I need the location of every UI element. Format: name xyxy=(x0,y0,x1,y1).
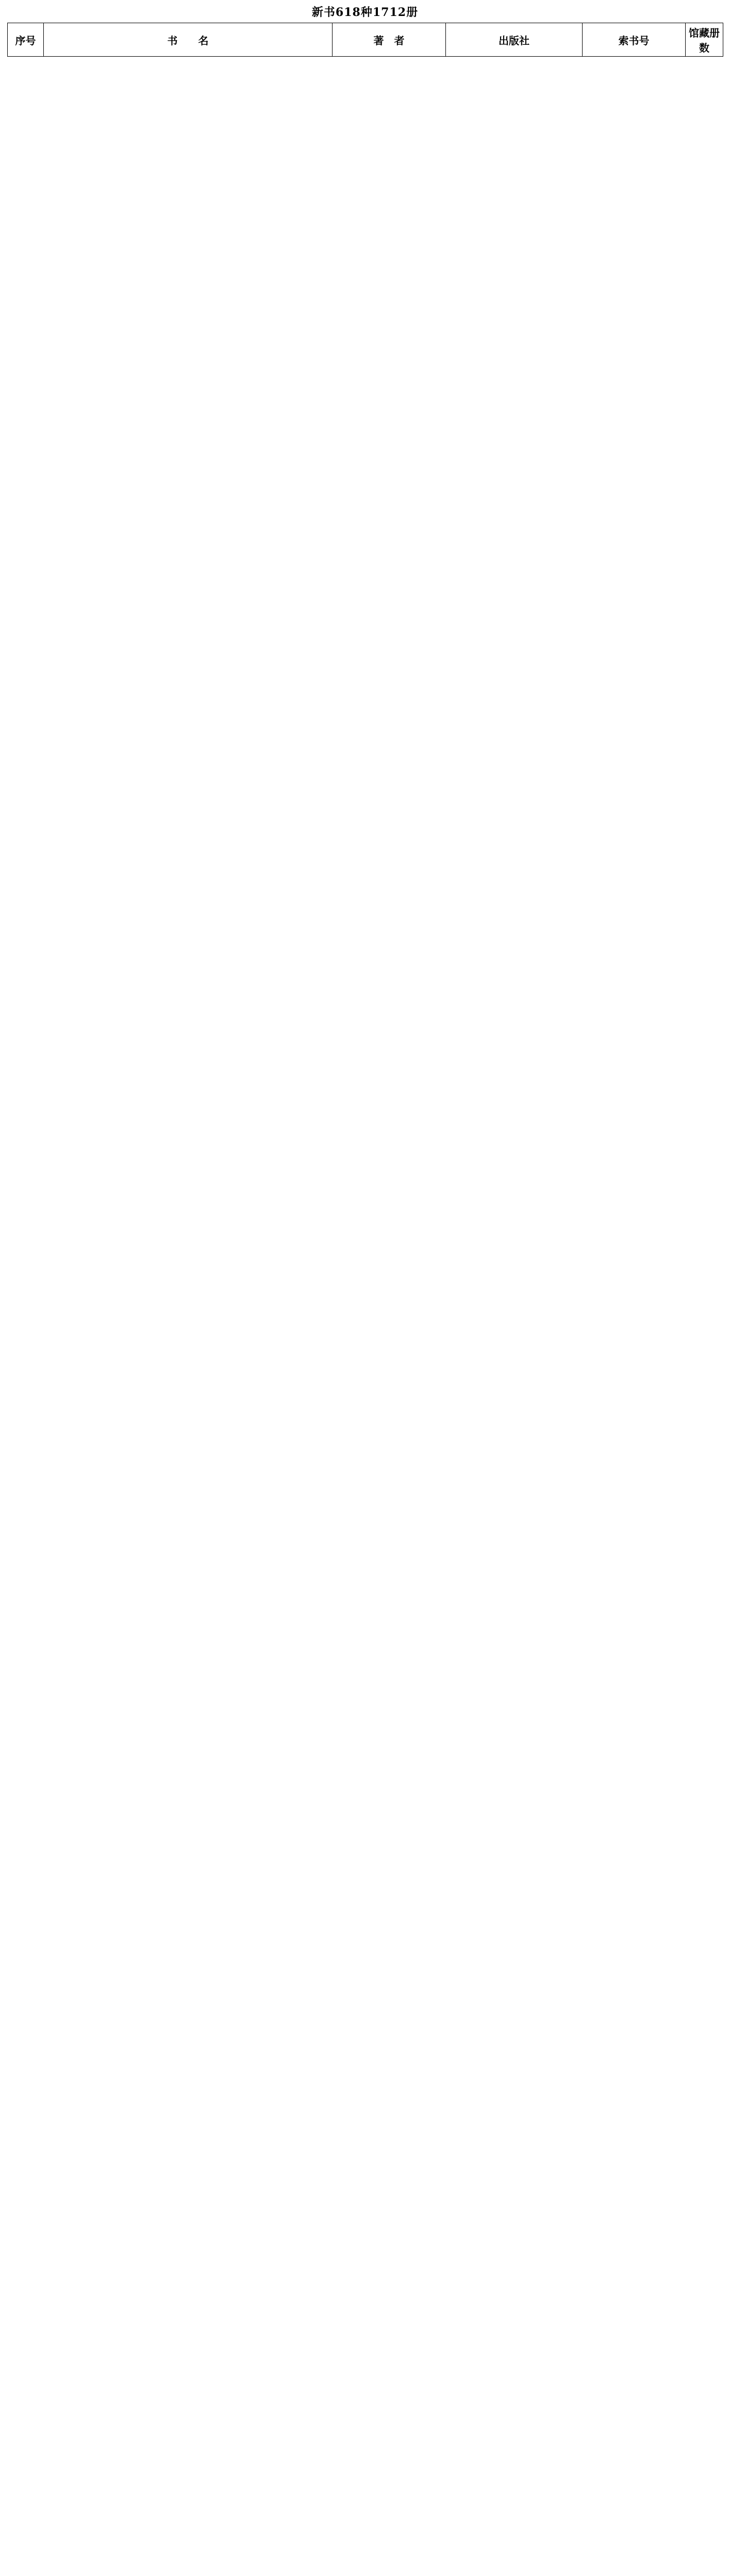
column-header-copies: 馆藏册数 xyxy=(686,23,723,57)
book-list-page xyxy=(0,0,730,57)
table-header-row xyxy=(8,23,723,57)
page-title: 新书618种1712册 xyxy=(311,5,419,19)
column-header-no: 序号 xyxy=(8,23,44,57)
column-header-author: 著 者 xyxy=(333,23,446,57)
book-table xyxy=(7,23,723,57)
column-header-call-number: 索书号 xyxy=(583,23,686,57)
column-header-title: 书 名 xyxy=(44,23,333,57)
column-header-publisher: 出版社 xyxy=(446,23,583,57)
